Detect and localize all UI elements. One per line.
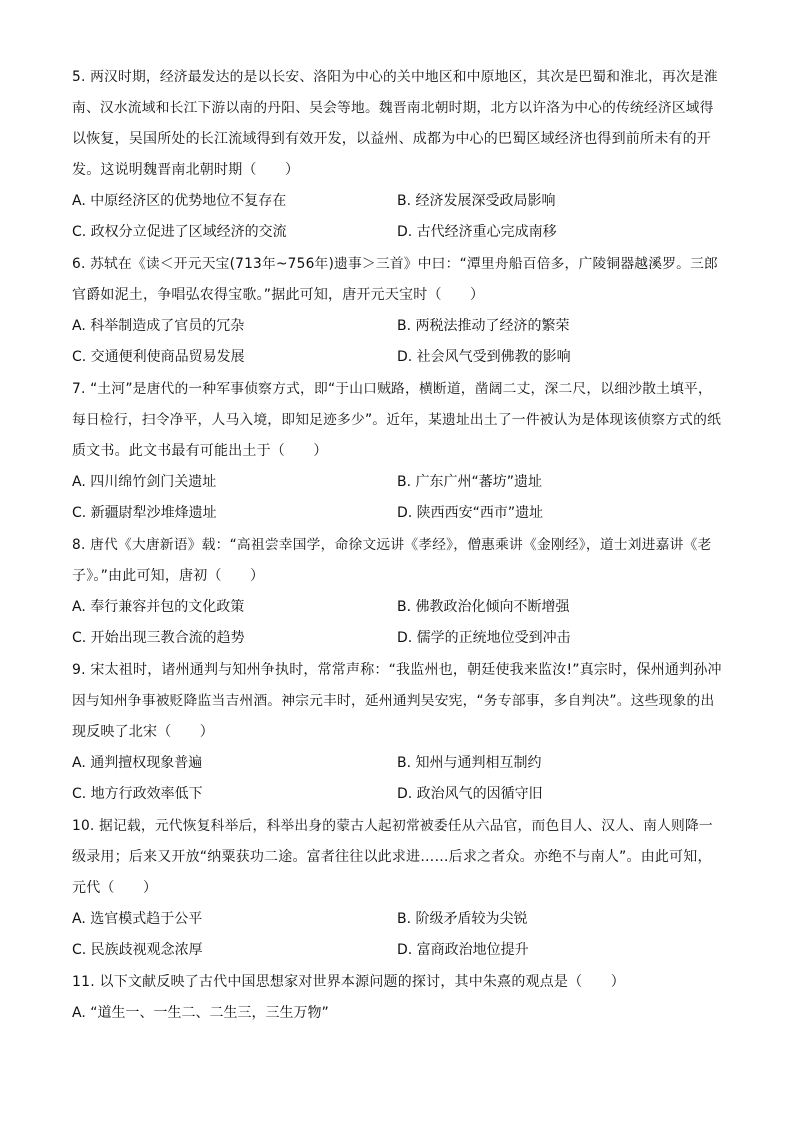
question-6-option-b: B. 两税法推动了经济的繁荣 bbox=[397, 318, 570, 334]
question-7-line-3: 质文书。此文书最有可能出土于（ ） bbox=[72, 443, 328, 459]
question-5-option-c: C. 政权分立促进了区域经济的交流 bbox=[72, 224, 287, 240]
question-9-line-1: 9. 宋太祖时，诸州通判与知州争执时，常常声称：“我监州也，朝廷使我来监汝!”真宗时，保州通判孙冲 bbox=[72, 662, 722, 678]
question-6-line-2: 官爵如泥土，争唱弘农得宝歌。”据此可知，唐开元天宝时（ ） bbox=[72, 287, 485, 303]
question-9-option-b: B. 知州与通判相互制约 bbox=[397, 755, 542, 771]
question-5-line-4: 发。这说明魏晋南北朝时期（ ） bbox=[72, 162, 300, 178]
question-5-line-3: 以恢复，吴国所处的长江流域得到有效开发，以益州、成都为中心的巴蜀区域经济也得到前所未有的开 bbox=[72, 131, 711, 147]
question-8-option-a: A. 奉行兼容并包的文化政策 bbox=[72, 599, 245, 615]
question-9-line-3: 现反映了北宋（ ） bbox=[72, 724, 214, 740]
question-8-option-d: D. 儒学的正统地位受到冲击 bbox=[397, 630, 571, 646]
question-5-option-b: B. 经济发展深受政局影响 bbox=[397, 193, 556, 209]
question-5-option-d: D. 古代经济重心完成南移 bbox=[397, 224, 557, 240]
question-9-option-a: A. 通判擅权现象普遍 bbox=[72, 755, 203, 771]
question-10-line-1: 10. 据记载，元代恢复科举后，科举出身的蒙古人起初常被委任从六品官，而色目人、汉人、南人则降一 bbox=[72, 818, 713, 834]
question-11-option-a: A. “道生一、一生二、二生三，三生万物” bbox=[72, 1005, 329, 1021]
question-10-option-d: D. 富商政治地位提升 bbox=[397, 942, 529, 958]
question-5-line-1: 5. 两汉时期，经济最发达的是以长安、洛阳为中心的关中地区和中原地区，其次是巴蜀和淮北，再次是淮 bbox=[72, 69, 718, 85]
question-5-option-a: A. 中原经济区的优势地位不复存在 bbox=[72, 193, 287, 209]
question-7-option-a: A. 四川绵竹剑门关遗址 bbox=[72, 474, 217, 490]
question-10-line-2: 级录用；后来又开放“纳粟获功二途。富者往往以此求进……后求之者众。亦绝不与南人”。由此可知， bbox=[72, 849, 712, 865]
question-7-option-c: C. 新疆尉犁沙堆烽遗址 bbox=[72, 505, 217, 521]
question-7-line-1: 7. “土河”是唐代的一种军事侦察方式，即“于山口贼路，横断道，凿阔二丈，深二尺，以细沙散土填平， bbox=[72, 381, 712, 397]
question-6-option-c: C. 交通便利使商品贸易发展 bbox=[72, 349, 245, 365]
question-8-option-b: B. 佛教政治化倾向不断增强 bbox=[397, 599, 570, 615]
question-7-option-b: B. 广东广州“蕃坊”遗址 bbox=[397, 474, 543, 490]
question-6-option-a: A. 科举制造成了官员的冗杂 bbox=[72, 318, 245, 334]
question-10-option-c: C. 民族歧视观念浓厚 bbox=[72, 942, 203, 958]
question-11-line-1: 11. 以下文献反映了古代中国思想家对世界本源问题的探讨，其中朱熹的观点是（ ） bbox=[72, 974, 625, 990]
question-6-line-1: 6. 苏轼在《读＜开元天宝(713年~756年)遗事＞三首》中曰：“潭里舟船百倍多，广陵铜器越溪罗。三郎 bbox=[72, 256, 719, 272]
question-10-option-a: A. 选官模式趋于公平 bbox=[72, 911, 203, 927]
question-10-line-3: 元代（ ） bbox=[72, 880, 158, 896]
question-9-line-2: 因与知州争事被贬降监当吉州酒。神宗元丰时，延州通判吴安宪，“务专部事，多自判决”。这些现象的出 bbox=[72, 693, 715, 709]
question-9-option-d: D. 政治风气的因循守旧 bbox=[397, 786, 543, 802]
question-6-option-d: D. 社会风气受到佛教的影响 bbox=[397, 349, 571, 365]
question-8-option-c: C. 开始出现三教合流的趋势 bbox=[72, 630, 245, 646]
question-8-line-2: 子》。”由此可知，唐初（ ） bbox=[72, 568, 265, 584]
question-5-line-2: 南、汉水流域和长江下游以南的丹阳、吴会等地。魏晋南北朝时期，北方以许洛为中心的传统经济区域得 bbox=[72, 100, 714, 116]
question-10-option-b: B. 阶级矛盾较为尖锐 bbox=[397, 911, 528, 927]
question-7-line-2: 每日检行，扫令净平，人马入境，即知足迹多少”。近年，某遗址出土了一件被认为是体现该侦察方式的纸 bbox=[72, 412, 722, 428]
question-7-option-d: D. 陕西西安“西市”遗址 bbox=[397, 505, 544, 521]
question-8-line-1: 8. 唐代《大唐新语》载：“高祖尝幸国学，命徐文远讲《孝经》，僧惠乘讲《金刚经》，道士刘进嘉讲《老 bbox=[72, 537, 712, 553]
question-9-option-c: C. 地方行政效率低下 bbox=[72, 786, 203, 802]
